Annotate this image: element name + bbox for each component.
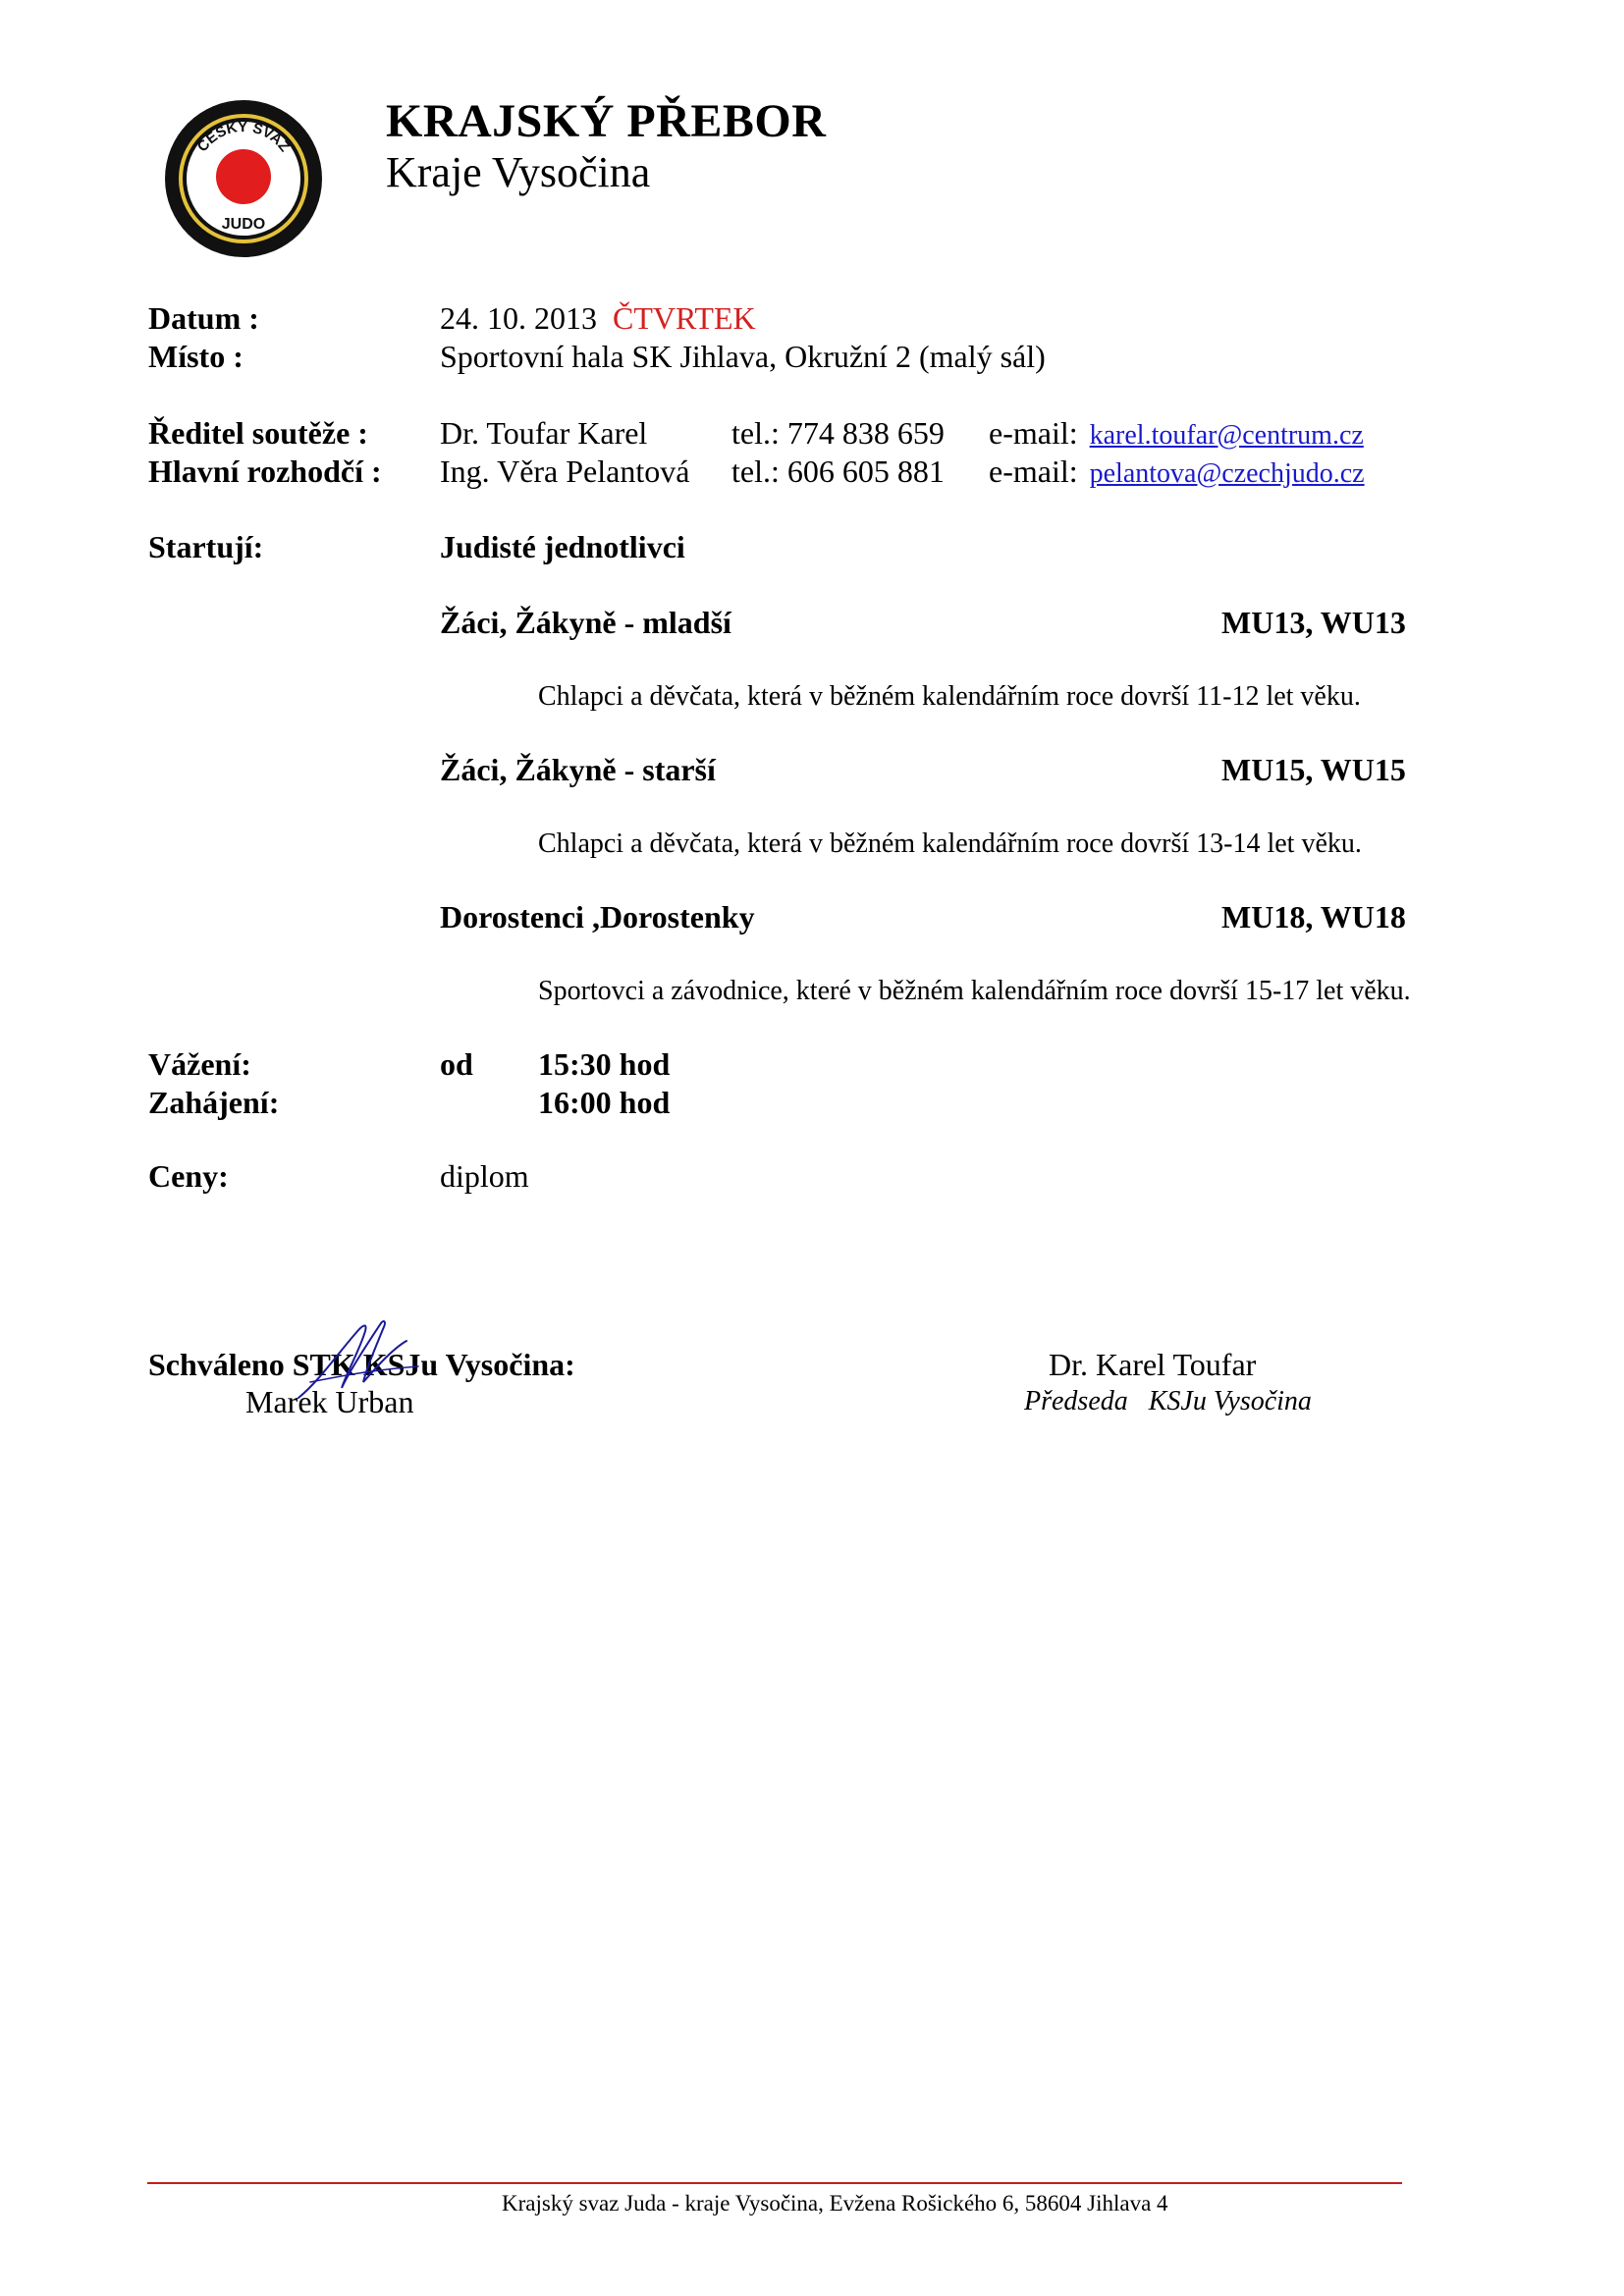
document-subtitle: Kraje Vysočina xyxy=(386,148,651,196)
email-label: e-mail: xyxy=(989,415,1078,451)
chairman-name: Dr. Karel Toufar xyxy=(1049,1347,1257,1382)
category-name: Žáci, Žákyně - starší xyxy=(440,752,716,787)
vazeni-label: Vážení: xyxy=(148,1046,251,1082)
category-code: MU18, WU18 xyxy=(1221,899,1406,934)
official-phone-director: tel.: 774 838 659 xyxy=(731,415,945,451)
vazeni-time: 15:30 hod xyxy=(538,1046,671,1082)
misto-label: Místo : xyxy=(148,339,244,374)
approval-label: Schváleno STK KSJu Vysočina: xyxy=(148,1347,575,1382)
official-role-director: Ředitel soutěže : xyxy=(148,415,368,451)
footer-address: Krajský svaz Juda - kraje Vysočina, Evžena Rošického 6, 58604 Jihlava 4 xyxy=(502,2191,1168,2216)
category-name: Dorostenci ,Dorostenky xyxy=(440,899,755,934)
datum-value xyxy=(440,300,756,337)
category-code: MU13, WU13 xyxy=(1221,605,1406,640)
logo-top-text: ČESKÝ SVAZ xyxy=(193,118,294,156)
chairman-title: Předseda KSJu Vysočina xyxy=(1024,1386,1312,1416)
judo-association-logo xyxy=(163,98,324,259)
official-role-referee: Hlavní rozhodčí : xyxy=(148,454,382,489)
footer-divider xyxy=(147,2182,1402,2184)
category-description: Chlapci a děvčata, která v běžném kalendářním roce dovrší 11-12 let věku. xyxy=(538,681,1361,712)
category-description: Chlapci a děvčata, která v běžném kalendářním roce dovrší 13-14 let věku. xyxy=(538,828,1362,859)
handwritten-signature xyxy=(291,1311,428,1410)
zahajeni-label: Zahájení: xyxy=(148,1085,280,1120)
misto-value: Sportovní hala SK Jihlava, Okružní 2 (malý sál) xyxy=(440,339,1046,374)
startuji-heading: Judisté jednotlivci xyxy=(440,529,685,564)
category-code: MU15, WU15 xyxy=(1221,752,1406,787)
startuji-label: Startují: xyxy=(148,529,264,564)
email-link-referee[interactable]: pelantova@czechjudo.cz xyxy=(1089,458,1365,489)
category-description: Sportovci a závodnice, které v běžném kalendářním roce dovrší 15-17 let věku. xyxy=(538,976,1411,1006)
document-title: KRAJSKÝ PŘEBOR xyxy=(386,95,827,147)
official-name-referee: Ing. Věra Pelantová xyxy=(440,454,690,489)
ceny-label: Ceny: xyxy=(148,1158,229,1194)
email-link-director[interactable]: karel.toufar@centrum.cz xyxy=(1089,420,1364,451)
official-name-director: Dr. Toufar Karel xyxy=(440,415,648,451)
logo-bottom-text: JUDO xyxy=(221,216,266,233)
official-phone-referee: tel.: 606 605 881 xyxy=(731,454,945,489)
approval-name: Marek Urban xyxy=(245,1384,414,1419)
category-name: Žáci, Žákyně - mladší xyxy=(440,605,731,640)
zahajeni-time: 16:00 hod xyxy=(538,1085,671,1120)
datum-label: Datum : xyxy=(148,300,259,336)
email-label: e-mail: xyxy=(989,454,1078,489)
datum-date: 24. 10. 2013 xyxy=(440,300,597,336)
vazeni-prefix: od xyxy=(440,1046,473,1082)
official-email-referee xyxy=(989,454,1365,490)
ceny-value: diplom xyxy=(440,1158,529,1194)
official-email-director xyxy=(989,415,1364,452)
datum-day: ČTVRTEK xyxy=(613,300,756,336)
